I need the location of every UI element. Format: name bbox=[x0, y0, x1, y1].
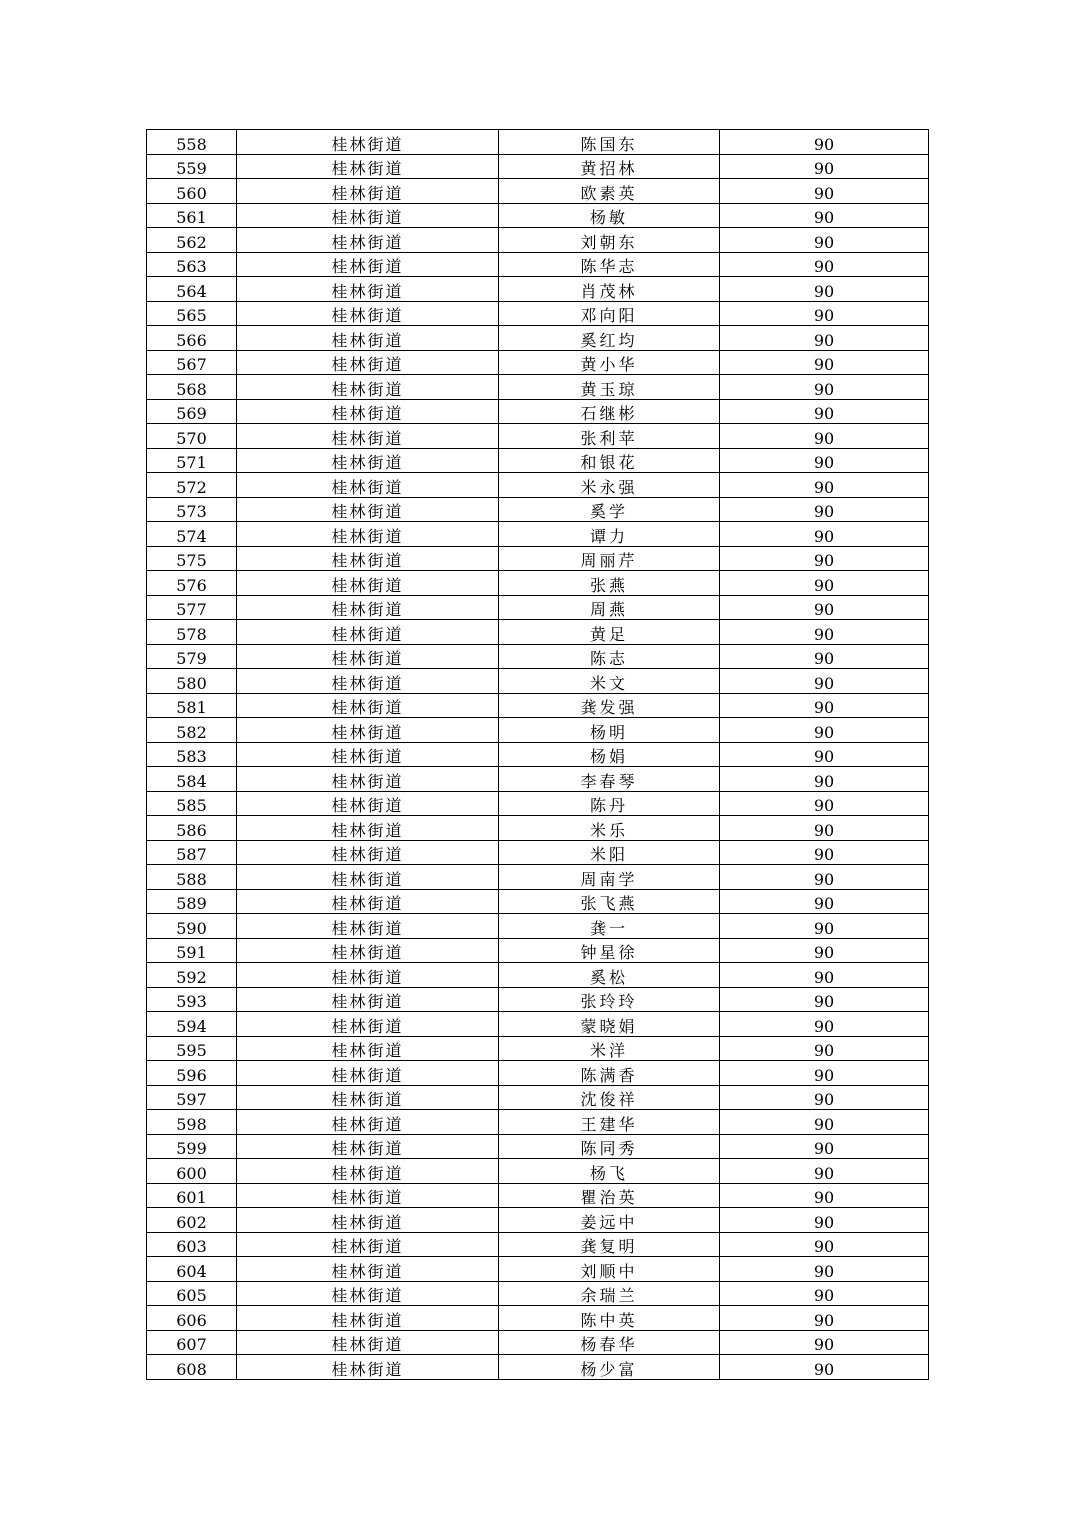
row-number-cell: 591 bbox=[147, 938, 237, 963]
street-cell: 桂林街道 bbox=[237, 1208, 499, 1233]
score-cell: 90 bbox=[720, 497, 929, 522]
row-number-cell: 563 bbox=[147, 252, 237, 277]
name-cell: 蒙晓娟 bbox=[499, 1012, 720, 1037]
name-cell: 钟星徐 bbox=[499, 938, 720, 963]
street-cell: 桂林街道 bbox=[237, 130, 499, 155]
row-number-cell: 599 bbox=[147, 1134, 237, 1159]
street-cell: 桂林街道 bbox=[237, 252, 499, 277]
street-cell: 桂林街道 bbox=[237, 203, 499, 228]
score-cell: 90 bbox=[720, 277, 929, 302]
street-cell: 桂林街道 bbox=[237, 301, 499, 326]
name-cell: 周丽芹 bbox=[499, 546, 720, 571]
table-row bbox=[147, 620, 929, 645]
name-cell: 刘顺中 bbox=[499, 1257, 720, 1282]
name-cell: 周燕 bbox=[499, 595, 720, 620]
score-cell: 90 bbox=[720, 1061, 929, 1086]
name-cell: 黄足 bbox=[499, 620, 720, 645]
name-cell: 龚复明 bbox=[499, 1232, 720, 1257]
table-row bbox=[147, 595, 929, 620]
street-cell: 桂林街道 bbox=[237, 497, 499, 522]
row-number-cell: 581 bbox=[147, 693, 237, 718]
street-cell: 桂林街道 bbox=[237, 816, 499, 841]
street-cell: 桂林街道 bbox=[237, 987, 499, 1012]
name-cell: 龚发强 bbox=[499, 693, 720, 718]
score-cell: 90 bbox=[720, 767, 929, 792]
name-cell: 姜远中 bbox=[499, 1208, 720, 1233]
row-number-cell: 608 bbox=[147, 1355, 237, 1380]
street-cell: 桂林街道 bbox=[237, 938, 499, 963]
table-row bbox=[147, 326, 929, 351]
row-number-cell: 587 bbox=[147, 840, 237, 865]
name-cell: 黄招林 bbox=[499, 154, 720, 179]
name-cell: 和银花 bbox=[499, 448, 720, 473]
street-cell: 桂林街道 bbox=[237, 620, 499, 645]
name-cell: 周南学 bbox=[499, 865, 720, 890]
row-number-cell: 585 bbox=[147, 791, 237, 816]
row-number-cell: 576 bbox=[147, 571, 237, 596]
table-row bbox=[147, 1159, 929, 1184]
row-number-cell: 595 bbox=[147, 1036, 237, 1061]
row-number-cell: 562 bbox=[147, 228, 237, 253]
street-cell: 桂林街道 bbox=[237, 1159, 499, 1184]
score-cell: 90 bbox=[720, 938, 929, 963]
score-cell: 90 bbox=[720, 1085, 929, 1110]
street-cell: 桂林街道 bbox=[237, 350, 499, 375]
records-table bbox=[146, 129, 929, 1380]
score-cell: 90 bbox=[720, 1208, 929, 1233]
name-cell: 邓向阳 bbox=[499, 301, 720, 326]
row-number-cell: 561 bbox=[147, 203, 237, 228]
table-row bbox=[147, 399, 929, 424]
row-number-cell: 586 bbox=[147, 816, 237, 841]
street-cell: 桂林街道 bbox=[237, 1330, 499, 1355]
score-cell: 90 bbox=[720, 375, 929, 400]
score-cell: 90 bbox=[720, 424, 929, 449]
name-cell: 米文 bbox=[499, 669, 720, 694]
row-number-cell: 568 bbox=[147, 375, 237, 400]
row-number-cell: 594 bbox=[147, 1012, 237, 1037]
score-cell: 90 bbox=[720, 203, 929, 228]
score-cell: 90 bbox=[720, 546, 929, 571]
name-cell: 余瑞兰 bbox=[499, 1281, 720, 1306]
table-row bbox=[147, 1281, 929, 1306]
name-cell: 奚松 bbox=[499, 963, 720, 988]
table-row bbox=[147, 914, 929, 939]
table-row bbox=[147, 473, 929, 498]
score-cell: 90 bbox=[720, 301, 929, 326]
street-cell: 桂林街道 bbox=[237, 718, 499, 743]
row-number-cell: 606 bbox=[147, 1306, 237, 1331]
street-cell: 桂林街道 bbox=[237, 914, 499, 939]
table-row bbox=[147, 522, 929, 547]
street-cell: 桂林街道 bbox=[237, 1061, 499, 1086]
street-cell: 桂林街道 bbox=[237, 522, 499, 547]
name-cell: 奚红均 bbox=[499, 326, 720, 351]
name-cell: 黄玉琼 bbox=[499, 375, 720, 400]
name-cell: 杨明 bbox=[499, 718, 720, 743]
score-cell: 90 bbox=[720, 522, 929, 547]
row-number-cell: 560 bbox=[147, 179, 237, 204]
score-cell: 90 bbox=[720, 1355, 929, 1380]
name-cell: 张飞燕 bbox=[499, 889, 720, 914]
table-row bbox=[147, 448, 929, 473]
street-cell: 桂林街道 bbox=[237, 1306, 499, 1331]
score-cell: 90 bbox=[720, 742, 929, 767]
street-cell: 桂林街道 bbox=[237, 1036, 499, 1061]
street-cell: 桂林街道 bbox=[237, 228, 499, 253]
row-number-cell: 577 bbox=[147, 595, 237, 620]
street-cell: 桂林街道 bbox=[237, 1257, 499, 1282]
table-row bbox=[147, 1110, 929, 1135]
row-number-cell: 593 bbox=[147, 987, 237, 1012]
row-number-cell: 564 bbox=[147, 277, 237, 302]
name-cell: 陈丹 bbox=[499, 791, 720, 816]
row-number-cell: 574 bbox=[147, 522, 237, 547]
table-row bbox=[147, 840, 929, 865]
score-cell: 90 bbox=[720, 571, 929, 596]
row-number-cell: 590 bbox=[147, 914, 237, 939]
table-row bbox=[147, 1061, 929, 1086]
score-cell: 90 bbox=[720, 1281, 929, 1306]
table-row bbox=[147, 816, 929, 841]
score-cell: 90 bbox=[720, 326, 929, 351]
score-cell: 90 bbox=[720, 840, 929, 865]
street-cell: 桂林街道 bbox=[237, 546, 499, 571]
street-cell: 桂林街道 bbox=[237, 865, 499, 890]
name-cell: 张玲玲 bbox=[499, 987, 720, 1012]
name-cell: 米乐 bbox=[499, 816, 720, 841]
street-cell: 桂林街道 bbox=[237, 1085, 499, 1110]
row-number-cell: 572 bbox=[147, 473, 237, 498]
name-cell: 杨敏 bbox=[499, 203, 720, 228]
name-cell: 王建华 bbox=[499, 1110, 720, 1135]
table-row bbox=[147, 277, 929, 302]
table-row bbox=[147, 203, 929, 228]
score-cell: 90 bbox=[720, 1012, 929, 1037]
name-cell: 米洋 bbox=[499, 1036, 720, 1061]
street-cell: 桂林街道 bbox=[237, 1134, 499, 1159]
row-number-cell: 583 bbox=[147, 742, 237, 767]
name-cell: 陈国东 bbox=[499, 130, 720, 155]
records-table-body bbox=[147, 130, 929, 1380]
table-row bbox=[147, 669, 929, 694]
score-cell: 90 bbox=[720, 791, 929, 816]
score-cell: 90 bbox=[720, 963, 929, 988]
table-row bbox=[147, 424, 929, 449]
street-cell: 桂林街道 bbox=[237, 1110, 499, 1135]
table-row bbox=[147, 742, 929, 767]
street-cell: 桂林街道 bbox=[237, 889, 499, 914]
name-cell: 李春琴 bbox=[499, 767, 720, 792]
row-number-cell: 592 bbox=[147, 963, 237, 988]
name-cell: 杨少富 bbox=[499, 1355, 720, 1380]
name-cell: 杨娟 bbox=[499, 742, 720, 767]
table-row bbox=[147, 1012, 929, 1037]
name-cell: 陈中英 bbox=[499, 1306, 720, 1331]
street-cell: 桂林街道 bbox=[237, 1183, 499, 1208]
row-number-cell: 604 bbox=[147, 1257, 237, 1282]
table-row bbox=[147, 889, 929, 914]
row-number-cell: 602 bbox=[147, 1208, 237, 1233]
street-cell: 桂林街道 bbox=[237, 693, 499, 718]
row-number-cell: 607 bbox=[147, 1330, 237, 1355]
table-row bbox=[147, 1232, 929, 1257]
table-row bbox=[147, 1257, 929, 1282]
score-cell: 90 bbox=[720, 1110, 929, 1135]
score-cell: 90 bbox=[720, 252, 929, 277]
table-row bbox=[147, 497, 929, 522]
table-row bbox=[147, 718, 929, 743]
score-cell: 90 bbox=[720, 228, 929, 253]
street-cell: 桂林街道 bbox=[237, 767, 499, 792]
score-cell: 90 bbox=[720, 669, 929, 694]
street-cell: 桂林街道 bbox=[237, 179, 499, 204]
score-cell: 90 bbox=[720, 1134, 929, 1159]
row-number-cell: 570 bbox=[147, 424, 237, 449]
street-cell: 桂林街道 bbox=[237, 644, 499, 669]
table-row bbox=[147, 1330, 929, 1355]
score-cell: 90 bbox=[720, 1036, 929, 1061]
row-number-cell: 597 bbox=[147, 1085, 237, 1110]
street-cell: 桂林街道 bbox=[237, 840, 499, 865]
score-cell: 90 bbox=[720, 1257, 929, 1282]
score-cell: 90 bbox=[720, 130, 929, 155]
table-row bbox=[147, 1355, 929, 1380]
score-cell: 90 bbox=[720, 595, 929, 620]
row-number-cell: 559 bbox=[147, 154, 237, 179]
score-cell: 90 bbox=[720, 350, 929, 375]
street-cell: 桂林街道 bbox=[237, 448, 499, 473]
street-cell: 桂林街道 bbox=[237, 154, 499, 179]
score-cell: 90 bbox=[720, 399, 929, 424]
table-row bbox=[147, 130, 929, 155]
row-number-cell: 584 bbox=[147, 767, 237, 792]
name-cell: 陈满香 bbox=[499, 1061, 720, 1086]
table-row bbox=[147, 791, 929, 816]
street-cell: 桂林街道 bbox=[237, 1281, 499, 1306]
street-cell: 桂林街道 bbox=[237, 742, 499, 767]
street-cell: 桂林街道 bbox=[237, 963, 499, 988]
score-cell: 90 bbox=[720, 1159, 929, 1184]
score-cell: 90 bbox=[720, 473, 929, 498]
name-cell: 陈志 bbox=[499, 644, 720, 669]
table-row bbox=[147, 252, 929, 277]
name-cell: 刘朝东 bbox=[499, 228, 720, 253]
table-row bbox=[147, 644, 929, 669]
row-number-cell: 578 bbox=[147, 620, 237, 645]
table-row bbox=[147, 1306, 929, 1331]
street-cell: 桂林街道 bbox=[237, 375, 499, 400]
table-row bbox=[147, 375, 929, 400]
table-row bbox=[147, 865, 929, 890]
name-cell: 欧素英 bbox=[499, 179, 720, 204]
score-cell: 90 bbox=[720, 179, 929, 204]
name-cell: 杨春华 bbox=[499, 1330, 720, 1355]
score-cell: 90 bbox=[720, 1183, 929, 1208]
table-row bbox=[147, 1183, 929, 1208]
score-cell: 90 bbox=[720, 816, 929, 841]
score-cell: 90 bbox=[720, 1306, 929, 1331]
row-number-cell: 575 bbox=[147, 546, 237, 571]
row-number-cell: 600 bbox=[147, 1159, 237, 1184]
street-cell: 桂林街道 bbox=[237, 473, 499, 498]
score-cell: 90 bbox=[720, 865, 929, 890]
row-number-cell: 573 bbox=[147, 497, 237, 522]
street-cell: 桂林街道 bbox=[237, 1355, 499, 1380]
row-number-cell: 579 bbox=[147, 644, 237, 669]
row-number-cell: 603 bbox=[147, 1232, 237, 1257]
name-cell: 沈俊祥 bbox=[499, 1085, 720, 1110]
name-cell: 张利苹 bbox=[499, 424, 720, 449]
name-cell: 陈华志 bbox=[499, 252, 720, 277]
table-row bbox=[147, 1134, 929, 1159]
name-cell: 石继彬 bbox=[499, 399, 720, 424]
row-number-cell: 601 bbox=[147, 1183, 237, 1208]
row-number-cell: 580 bbox=[147, 669, 237, 694]
score-cell: 90 bbox=[720, 914, 929, 939]
table-row bbox=[147, 1208, 929, 1233]
street-cell: 桂林街道 bbox=[237, 1232, 499, 1257]
score-cell: 90 bbox=[720, 1232, 929, 1257]
score-cell: 90 bbox=[720, 987, 929, 1012]
table-row bbox=[147, 987, 929, 1012]
street-cell: 桂林街道 bbox=[237, 1012, 499, 1037]
row-number-cell: 558 bbox=[147, 130, 237, 155]
table-row bbox=[147, 963, 929, 988]
street-cell: 桂林街道 bbox=[237, 669, 499, 694]
row-number-cell: 605 bbox=[147, 1281, 237, 1306]
name-cell: 杨飞 bbox=[499, 1159, 720, 1184]
table-row bbox=[147, 179, 929, 204]
score-cell: 90 bbox=[720, 718, 929, 743]
table-row bbox=[147, 1036, 929, 1061]
table-row bbox=[147, 301, 929, 326]
name-cell: 瞿治英 bbox=[499, 1183, 720, 1208]
name-cell: 肖茂林 bbox=[499, 277, 720, 302]
score-cell: 90 bbox=[720, 154, 929, 179]
score-cell: 90 bbox=[720, 889, 929, 914]
street-cell: 桂林街道 bbox=[237, 424, 499, 449]
table-row bbox=[147, 571, 929, 596]
row-number-cell: 596 bbox=[147, 1061, 237, 1086]
row-number-cell: 569 bbox=[147, 399, 237, 424]
name-cell: 米永强 bbox=[499, 473, 720, 498]
table-row bbox=[147, 938, 929, 963]
street-cell: 桂林街道 bbox=[237, 399, 499, 424]
table-row bbox=[147, 1085, 929, 1110]
row-number-cell: 571 bbox=[147, 448, 237, 473]
row-number-cell: 566 bbox=[147, 326, 237, 351]
row-number-cell: 582 bbox=[147, 718, 237, 743]
row-number-cell: 567 bbox=[147, 350, 237, 375]
name-cell: 陈同秀 bbox=[499, 1134, 720, 1159]
score-cell: 90 bbox=[720, 1330, 929, 1355]
name-cell: 奚学 bbox=[499, 497, 720, 522]
name-cell: 米阳 bbox=[499, 840, 720, 865]
name-cell: 张燕 bbox=[499, 571, 720, 596]
street-cell: 桂林街道 bbox=[237, 595, 499, 620]
score-cell: 90 bbox=[720, 644, 929, 669]
street-cell: 桂林街道 bbox=[237, 791, 499, 816]
row-number-cell: 589 bbox=[147, 889, 237, 914]
name-cell: 龚一 bbox=[499, 914, 720, 939]
table-row bbox=[147, 228, 929, 253]
score-cell: 90 bbox=[720, 693, 929, 718]
table-row bbox=[147, 546, 929, 571]
table-row bbox=[147, 350, 929, 375]
table-row bbox=[147, 154, 929, 179]
name-cell: 黄小华 bbox=[499, 350, 720, 375]
row-number-cell: 598 bbox=[147, 1110, 237, 1135]
name-cell: 谭力 bbox=[499, 522, 720, 547]
street-cell: 桂林街道 bbox=[237, 326, 499, 351]
row-number-cell: 588 bbox=[147, 865, 237, 890]
score-cell: 90 bbox=[720, 620, 929, 645]
row-number-cell: 565 bbox=[147, 301, 237, 326]
table-row bbox=[147, 693, 929, 718]
street-cell: 桂林街道 bbox=[237, 277, 499, 302]
street-cell: 桂林街道 bbox=[237, 571, 499, 596]
score-cell: 90 bbox=[720, 448, 929, 473]
table-row bbox=[147, 767, 929, 792]
